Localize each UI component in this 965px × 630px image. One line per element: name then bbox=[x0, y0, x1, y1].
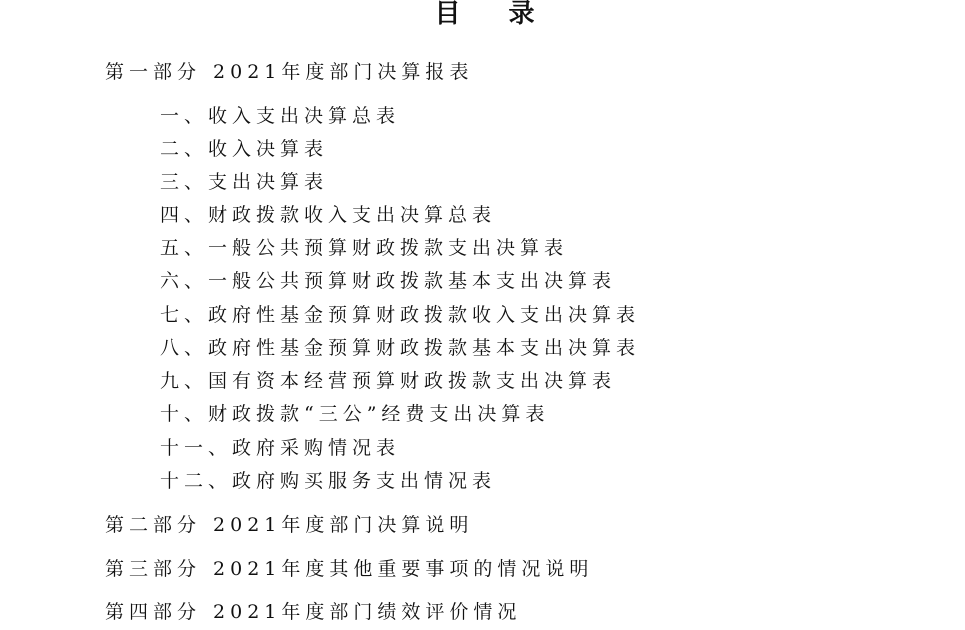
toc-part-2-label: 第二部分 bbox=[105, 514, 202, 536]
toc-part-1 bbox=[105, 59, 473, 85]
toc-item-11: 十一、政府采购情况表 bbox=[160, 437, 401, 459]
toc-item-4: 四、财政拨款收入支出决算总表 bbox=[160, 204, 497, 226]
toc-item-2: 二、收入决算表 bbox=[160, 138, 329, 160]
toc-part-1-title: 2021年度部门决算报表 bbox=[213, 61, 474, 83]
toc-part-3 bbox=[105, 556, 593, 582]
toc-item-12: 十二、政府购买服务支出情况表 bbox=[160, 470, 497, 492]
toc-part-4 bbox=[105, 599, 521, 625]
toc-part-4-label: 第四部分 bbox=[105, 601, 202, 623]
toc-item-6: 六、一般公共预算财政拨款基本支出决算表 bbox=[160, 270, 617, 292]
toc-item-1: 一、收入支出决算总表 bbox=[160, 105, 401, 127]
toc-part-1-label: 第一部分 bbox=[105, 61, 202, 83]
toc-item-3: 三、支出决算表 bbox=[160, 171, 329, 193]
toc-item-7: 七、政府性基金预算财政拨款收入支出决算表 bbox=[160, 304, 641, 326]
toc-item-8: 八、政府性基金预算财政拨款基本支出决算表 bbox=[160, 337, 641, 359]
toc-part-2 bbox=[105, 512, 473, 538]
toc-title: 目录 bbox=[434, 0, 583, 29]
toc-item-9: 九、国有资本经营预算财政拨款支出决算表 bbox=[160, 370, 617, 392]
toc-item-5: 五、一般公共预算财政拨款支出决算表 bbox=[160, 237, 569, 259]
toc-part-4-title: 2021年度部门绩效评价情况 bbox=[213, 601, 522, 623]
toc-part-3-title: 2021年度其他重要事项的情况说明 bbox=[213, 558, 594, 580]
toc-item-10: 十、财政拨款“三公”经费支出决算表 bbox=[160, 403, 550, 425]
toc-part-2-title: 2021年度部门决算说明 bbox=[213, 514, 474, 536]
toc-part-3-label: 第三部分 bbox=[105, 558, 202, 580]
